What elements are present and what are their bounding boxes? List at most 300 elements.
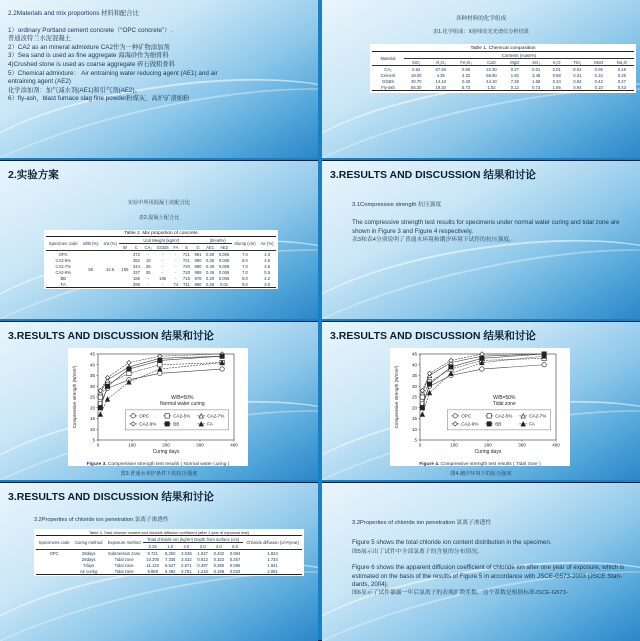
table-cell: 0.02	[573, 66, 582, 72]
table-cell: -	[175, 251, 177, 257]
table-cell: 18.00	[411, 72, 422, 78]
table-cell: CA₂	[384, 66, 392, 72]
y-tick-label: 10	[411, 426, 417, 432]
mix-subheader-cell: FA	[171, 244, 181, 251]
table-cell: 0.30	[206, 251, 215, 257]
table-cell: -	[147, 251, 149, 257]
materials-line-2: 普通波特兰水泥混凝土	[8, 35, 71, 43]
mix-subtitle-cn: 表2.混凝土配合比	[138, 215, 180, 221]
table-cell: FA	[60, 281, 66, 287]
mix-table	[46, 236, 276, 288]
table-cell: 0.20	[206, 275, 215, 281]
chloride-text	[352, 519, 634, 598]
materials-line-6: 5）Chemical admixture： Air entraining water reducing agent (AE1) and air	[8, 69, 218, 77]
table-cell: 0.006	[218, 263, 230, 269]
chloride-table-body	[36, 550, 302, 575]
table-cell: CA2-5%	[55, 257, 72, 263]
table-cell: 4.5	[264, 263, 271, 269]
table-cell: 0.40	[462, 78, 471, 84]
table-cell: 185	[159, 275, 167, 281]
chem-column-header: Fe₂O₃	[453, 59, 479, 66]
chloride-depth-cell: 3.0	[195, 543, 211, 550]
data-point	[127, 360, 131, 364]
mix-header-air: Air (%)	[258, 237, 276, 251]
x-tick-label: 100	[128, 442, 136, 448]
data-point	[449, 365, 453, 369]
data-point	[158, 371, 162, 375]
table-cell: 35	[145, 269, 151, 275]
x-tick-label: 200	[162, 442, 170, 448]
mix-subheader-cell: AE1	[204, 244, 217, 251]
table-cell: 0.94	[573, 84, 582, 90]
table-row	[46, 251, 276, 258]
table-cell: 19.20	[435, 84, 447, 90]
figure-4-caption-cn-line: 图4.潮汐环境下的抗压强度	[450, 471, 512, 477]
table-cell: 1.216	[197, 568, 208, 574]
table-cell: 344	[132, 263, 140, 269]
y-tick-label: 20	[411, 405, 417, 411]
chem-subtitle-cn: 表1.化学组成：X射线荧光光谱仪分析结果	[433, 29, 529, 35]
table-cell: 990	[194, 263, 202, 269]
mix-subheader-cell: W	[119, 244, 131, 251]
table-cell: 721	[182, 257, 190, 263]
table-cell: 1.50	[510, 72, 519, 78]
chem-column-header: SiO₂	[404, 59, 429, 66]
y-tick-label: 25	[411, 394, 417, 400]
y-tick-label: 5	[414, 437, 417, 443]
chem-column-header: MgO	[504, 59, 526, 66]
table-cell: 0.006	[218, 251, 230, 257]
data-point	[420, 395, 424, 399]
slide-title: 3.RESULTS AND DISCUSSION 结果和讨论	[8, 491, 214, 503]
table-cell: 10.200	[146, 556, 160, 562]
data-point	[98, 395, 102, 399]
divider-row-1	[0, 158, 640, 160]
data-point	[449, 371, 453, 375]
table-cell: 0.62	[412, 66, 421, 72]
chem-column-header: Na₂O	[610, 59, 634, 66]
chloride-para2-en: Figure 6 shows the apparent diffusion coefficient of chloride ion after one year of exposure, which is estimated on the basis of the results of Figure 5 in accordance with JSCE-G573-2003 (JSCE Stan-dards, 2004).	[352, 564, 625, 589]
legend-label: CA2-7%	[207, 413, 225, 419]
table-cell: 0.42	[594, 78, 603, 84]
y-axis-label: Compressive strength (N/mm²)	[72, 365, 77, 429]
table-cell: 1.027	[197, 550, 208, 556]
series-line	[100, 363, 222, 397]
mix-header-wb: W/B (%)	[80, 237, 101, 251]
mix-w-value: 165	[121, 266, 129, 272]
data-point	[220, 354, 224, 358]
table-cell: 960	[194, 281, 202, 287]
chloride-depth-cell: 1.0	[162, 543, 178, 550]
table-cell: 66.60	[486, 72, 497, 78]
table-cell: -	[175, 269, 177, 275]
chart-subtitle: Normal water curing	[159, 401, 205, 408]
y-tick-label: 30	[89, 383, 95, 389]
mix-subheader-cell: C	[131, 244, 143, 251]
chem-material-header: Material	[372, 52, 404, 66]
table-cell: CA2-9%	[55, 269, 72, 275]
figure-3-chart	[68, 348, 248, 460]
table-cell: 30.70	[411, 78, 422, 84]
table-cell: 0.01	[219, 281, 229, 287]
table-cell: 989	[194, 269, 202, 275]
chloride-depth-cell: 5.0	[227, 543, 243, 550]
chloride-table	[36, 535, 302, 575]
table-cell: 3.0	[264, 281, 271, 287]
y-tick-label: 10	[89, 426, 95, 432]
chloride-header-exposure: Exposure method	[105, 536, 143, 550]
chem-table-body	[372, 66, 634, 91]
mix-header-slump: Slump (cm)	[232, 237, 259, 251]
table-cell: 0.12	[510, 84, 519, 90]
slide-title: 3.RESULTS AND DISCUSSION 结果和讨论	[8, 330, 214, 342]
table-cell: 28	[145, 263, 151, 269]
y-tick-label: 15	[411, 416, 417, 421]
table-cell: 0.01	[532, 66, 541, 72]
table-cell: 7.335	[164, 556, 176, 562]
data-point	[105, 384, 109, 388]
table-cell: 1.52	[487, 84, 496, 90]
mix-table-body	[46, 251, 276, 288]
legend-label: FA	[207, 421, 213, 427]
mix-subheader-cell: S	[181, 244, 193, 251]
table-cell: 3.538	[181, 550, 192, 556]
table-cell: 0.006	[218, 275, 230, 281]
table-cell: 5.547	[164, 562, 176, 568]
data-point	[158, 354, 162, 358]
compressive-para-cn: 表3和表4分别说明了普通水环境和潮汐环境下试件的抗压强度。	[352, 237, 515, 244]
chart-title: W/B=50%	[493, 395, 516, 402]
chem-column-header: MnO	[588, 59, 610, 66]
materials-line-8: 化学添加剂：加气减水剂(AE1)和引气剂(AE2)。	[8, 86, 141, 94]
y-tick-label: 40	[89, 362, 95, 368]
chloride-depth-cell: 2.0	[178, 543, 194, 550]
table-cell: 4.5	[264, 257, 271, 263]
y-tick-label: 20	[89, 405, 95, 411]
data-point	[98, 412, 102, 416]
table-cell: 372	[132, 251, 140, 257]
figure-4-chart	[390, 348, 570, 460]
table-cell: 0.198	[213, 568, 225, 574]
table-cell: 0.58	[552, 72, 561, 78]
mix-header-bwt: (B×wt%)	[204, 237, 232, 244]
slide-chemical-composition[interactable]	[322, 0, 640, 158]
table-cell: 0.25	[206, 281, 215, 287]
table-cell: 14.10	[435, 78, 447, 84]
data-point	[98, 406, 102, 410]
data-point	[131, 414, 135, 418]
table-cell: 0.65	[462, 66, 471, 72]
chloride-header-total: Total chloride ion (kg/m³) Depth from surface (cm)	[143, 536, 243, 543]
y-tick-label: 45	[411, 351, 417, 357]
x-axis-label: Curing days	[474, 449, 502, 455]
slide-title: 3.RESULTS AND DISCUSSION 结果和讨论	[330, 169, 536, 181]
table-cell	[36, 568, 72, 575]
table-cell: 0.006	[218, 257, 230, 263]
table-cell: 4.3	[264, 251, 271, 257]
materials-line-5: 4)Crushed stone is used as coarse aggregate 碎石做粗骨料	[8, 60, 175, 68]
compressive-text	[352, 201, 632, 245]
table-cell: 978	[194, 275, 202, 281]
chem-column-header: K₂O	[546, 59, 567, 66]
table-cell: 8.0	[242, 275, 248, 281]
table-cell: 0.095	[229, 562, 241, 568]
table-cell: 0.05	[594, 66, 603, 72]
chloride-para1-en: Figure 5 shows the total chloride ion content distribution in the specimen.	[352, 539, 552, 547]
table-cell: 0.26	[617, 72, 626, 78]
table-cell: 2.081	[267, 568, 278, 574]
figure-4-box	[390, 348, 570, 466]
figure-4-caption-text: Compressive strength test results ( Tidal zone )	[439, 462, 541, 467]
table-cell: 0.40	[206, 263, 215, 269]
table-cell: 0.19	[617, 66, 626, 72]
chloride-header-diffusion: Chloride diffusion (cm²/year)	[243, 536, 302, 550]
divider-row-2	[0, 319, 640, 321]
materials-line-1: 1）ordinary Portland cement concrete（“OPC concrete”）.	[8, 26, 173, 34]
data-point	[487, 414, 491, 418]
table-cell: 6.250	[164, 550, 176, 556]
table-cell: 19	[145, 257, 151, 263]
table-cell: Tidal zone	[114, 568, 134, 574]
materials-line-7: entraining agent (AE2)	[8, 78, 72, 86]
table-cell: 1.65	[552, 84, 561, 90]
y-tick-label: 15	[89, 416, 95, 421]
table-cell: 28days	[81, 550, 96, 556]
table-cell: 0.10	[594, 84, 603, 90]
data-point	[165, 414, 169, 418]
table-row	[36, 568, 302, 575]
table-cell: 715	[182, 275, 190, 281]
table-cell: 65.30	[411, 84, 422, 90]
table-cell: 720	[182, 263, 190, 269]
chem-group-header: Contents (mass%)	[404, 52, 634, 59]
table-cell: 0.432	[213, 550, 225, 556]
chloride-header-curing: Curing method	[72, 536, 105, 550]
chem-title-cn: 各种材料的化学组成	[455, 16, 507, 22]
mix-titles	[0, 199, 318, 221]
table-cell: -	[147, 281, 149, 287]
data-point	[427, 382, 431, 386]
legend-label: OPC	[461, 413, 472, 419]
table-cell: 7.0	[242, 269, 248, 275]
slide-chloride-text[interactable]	[322, 483, 640, 641]
table-cell: -	[161, 263, 164, 269]
table-cell: Submersion zone	[107, 550, 141, 556]
mix-header-specimen: Specimen code	[46, 237, 80, 251]
chloride-table-box	[34, 529, 304, 576]
table-cell: 7.0	[242, 251, 248, 257]
table-cell: 0.63	[573, 78, 582, 84]
table-cell: 7days	[83, 562, 95, 568]
slide-figure-3[interactable]	[0, 322, 318, 480]
data-point	[165, 422, 169, 426]
figure-3-caption-label: Figure 3.	[86, 462, 107, 467]
figure-4-caption-label: Figure 4.	[419, 462, 440, 467]
table-cell: 721	[182, 251, 190, 257]
table-cell: 4.32	[462, 72, 471, 78]
table-cell: 0.43	[617, 84, 626, 90]
table-cell: 28days	[81, 556, 96, 562]
mix-subheader-cell: GGBS	[154, 244, 171, 251]
table-cell: 1.734	[267, 556, 278, 562]
table-cell: 711	[183, 281, 190, 287]
y-axis-label: Compressive strength (N/mm²)	[394, 365, 399, 429]
mix-subheader-cell: CA₂	[142, 244, 154, 251]
x-tick-label: 200	[484, 442, 492, 448]
figure-3-box	[68, 348, 248, 466]
chloride-text-subheading: 3.2Properties of chloride ion penetration 氯离子渗透性	[352, 520, 492, 526]
mix-header-sa: s/a (%)	[101, 237, 119, 251]
table-cell: 5.5	[264, 269, 271, 275]
table-cell: OPC	[49, 550, 59, 556]
table-cell: 1.941	[267, 562, 278, 568]
materials-line-3: 2）CA2 as an mineral admixture CA2作为一种矿物添加剂	[8, 43, 170, 51]
chem-table-box	[370, 44, 636, 93]
slide-compressive-intro[interactable]	[322, 161, 640, 319]
mix-table-box	[44, 230, 278, 289]
chloride-depth-cell: 4.0	[211, 543, 227, 550]
table-cell: GGBS	[381, 78, 395, 84]
table-cell: 9.0	[242, 281, 248, 287]
x-tick-label: 300	[518, 442, 526, 448]
table-cell: 1.68	[532, 78, 541, 84]
legend-label: CA2-5%	[495, 413, 513, 419]
table-cell: -	[161, 269, 164, 275]
table-cell: 0.27	[510, 66, 519, 72]
slide-chloride-table[interactable]	[0, 483, 318, 641]
data-point	[98, 388, 102, 392]
table-cell: 4.35	[436, 72, 445, 78]
chem-column-header: SO₃	[526, 59, 547, 66]
data-point	[420, 406, 424, 410]
table-cell: 44.10	[486, 78, 497, 84]
data-point	[220, 367, 224, 371]
table-cell: 0.813	[197, 556, 208, 562]
table-cell: 2.671	[181, 562, 192, 568]
table-cell: 0.006	[218, 269, 230, 275]
chloride-para1-cn: 图5展示出了试件中全部氯离子的含量的分布情况。	[352, 548, 483, 555]
slide-figure-4[interactable]	[322, 322, 640, 480]
x-tick-label: 400	[230, 442, 238, 448]
slide-title: 3.RESULTS AND DISCUSSION 结果和讨论	[330, 330, 536, 342]
table-cell: 74	[173, 281, 179, 287]
mix-title-cn: 实验中所用混凝土的配合比	[127, 200, 191, 206]
table-cell: 5.482	[164, 568, 176, 574]
table-cell: 0.034	[229, 568, 241, 574]
x-tick-label: 300	[196, 442, 204, 448]
table-cell: 991	[194, 251, 202, 257]
table-cell: 8.0	[242, 257, 248, 263]
table-cell: 11.120	[146, 562, 159, 568]
table-cell: 9.859	[147, 568, 158, 574]
table-row	[372, 84, 634, 91]
legend-label: FA	[529, 421, 535, 427]
x-axis-label: Curing days	[152, 449, 180, 455]
table-cell: 0.497	[197, 562, 208, 568]
data-point	[480, 367, 484, 371]
mix-sa-value: 42.5	[106, 266, 115, 272]
table-cell: 296	[132, 281, 140, 287]
table-cell: 0.267	[229, 556, 241, 562]
table-cell: Cement	[380, 72, 396, 78]
slide-experiment-plan[interactable]	[0, 161, 318, 319]
data-point	[480, 352, 484, 356]
y-tick-label: 35	[411, 373, 417, 378]
mix-table-caption: Table 2. Mix proportion of concrete	[124, 231, 198, 236]
table-cell: 990	[194, 257, 202, 263]
table-cell: Fly-ash	[381, 84, 395, 90]
chem-column-header: TiO₂	[567, 59, 588, 66]
table-cell: 352	[132, 257, 140, 263]
table-cell: Tidal zone	[114, 556, 134, 562]
table-cell: -	[161, 257, 164, 263]
table-cell: 0.45	[206, 269, 215, 275]
table-cell: 0.322	[213, 556, 225, 562]
table-cell: Air curing	[79, 568, 98, 574]
y-tick-label: 30	[411, 383, 417, 389]
data-point	[542, 363, 546, 367]
table-cell: OPC	[58, 251, 68, 257]
table-cell: -	[161, 281, 164, 287]
y-tick-label: 5	[92, 437, 95, 443]
table-cell: 1.824	[267, 550, 278, 556]
legend-label: CA2-9%	[139, 421, 157, 427]
table-cell: 0.35	[206, 257, 215, 263]
chem-column-header-row	[372, 59, 634, 66]
table-cell: 185	[132, 275, 140, 281]
table-cell: BB	[60, 275, 67, 281]
table-cell: -	[175, 275, 177, 281]
data-point	[127, 367, 131, 371]
data-point	[158, 358, 162, 362]
chloride-depth-cell: 0.25	[143, 543, 162, 550]
mix-header-unit-weight: Unit Weight (kg/m³)	[119, 237, 204, 244]
data-point	[487, 422, 491, 426]
figure-3-caption-cn-line: 图3.普通水养护条件下的抗压强度	[120, 471, 198, 477]
table-cell: 67.60	[435, 66, 447, 72]
materials-line-9: 6）fly-ash，blast furnace slag fine powder粉煤灰，高炉矿渣细粉	[8, 95, 190, 103]
y-tick-label: 35	[89, 373, 95, 378]
table-cell: 3.751	[181, 568, 192, 574]
table-cell: 9.721	[147, 550, 158, 556]
table-cell: 0.01	[552, 66, 561, 72]
x-tick-label: 100	[450, 442, 458, 448]
data-point	[453, 414, 457, 418]
x-tick-label: 400	[552, 442, 560, 448]
table-cell: -	[175, 263, 177, 269]
data-point	[127, 371, 131, 375]
table-cell: 5.73	[462, 84, 471, 90]
table-cell: 7.29	[510, 78, 519, 84]
legend-label: OPC	[139, 413, 150, 419]
slide-materials[interactable]	[0, 0, 318, 158]
table-cell: CA2-7%	[55, 263, 72, 269]
y-tick-label: 25	[89, 394, 95, 400]
compressive-para-en: The compressive strength test results for specimens under normal water curing and tidal zone are shown in Figure 3 and Figure 4 respectively.	[352, 219, 620, 235]
materials-heading: 2.2Materials and mix proportions 材料和配合比	[8, 10, 139, 17]
chem-column-header: Al₂O₃	[429, 59, 454, 66]
table-cell: 0.10	[594, 72, 603, 78]
materials-line-4: 3）Sea sand is used as fine aggregate 海海砂作为细骨料	[8, 52, 169, 60]
legend-label: BB	[173, 421, 180, 427]
table-cell: 0.094	[229, 550, 241, 556]
table-cell: 4.2	[264, 275, 271, 281]
chloride-table-caption: Table 3. Total chloride content and chloride diffusion coefficient (after 1 year of exposure test)	[89, 530, 249, 535]
table-cell: 7.0	[242, 263, 248, 269]
chloride-subheading: 3.2Properties of chloride ion penetration 氯离子渗透性	[34, 517, 169, 523]
chart-subtitle: Tidal zone	[492, 401, 516, 408]
chem-table	[372, 51, 634, 91]
